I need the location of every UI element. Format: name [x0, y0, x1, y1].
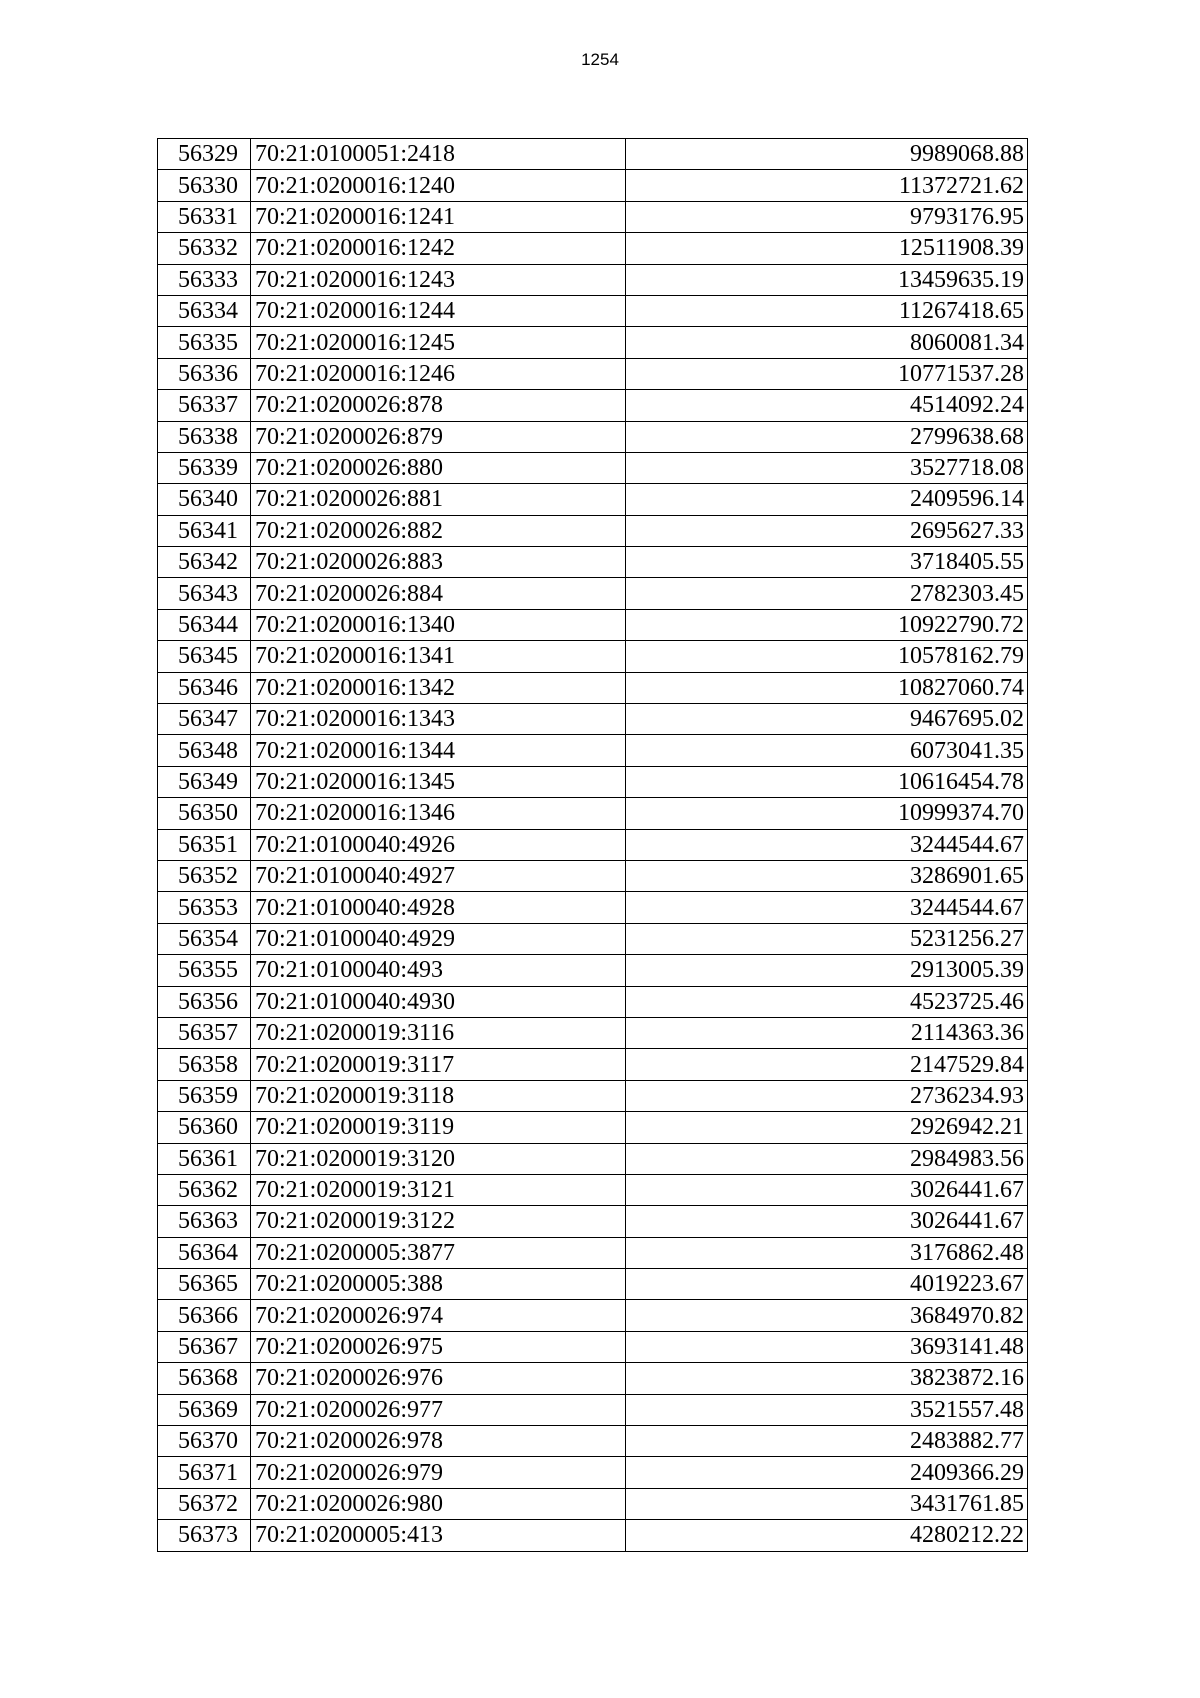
row-number-cell: 56339 — [158, 452, 251, 483]
table-row — [158, 766, 1028, 797]
table-row — [158, 1017, 1028, 1048]
cadastral-number-cell: 70:21:0200026:978 — [251, 1426, 626, 1457]
table-row — [158, 1520, 1028, 1551]
row-number-cell: 56337 — [158, 390, 251, 421]
value-cell: 2409596.14 — [626, 484, 1028, 515]
table-row — [158, 547, 1028, 578]
value-cell: 3718405.55 — [626, 547, 1028, 578]
row-number-cell: 56348 — [158, 735, 251, 766]
row-number-cell: 56367 — [158, 1331, 251, 1362]
table-row — [158, 452, 1028, 483]
value-cell: 10922790.72 — [626, 609, 1028, 640]
cadastral-number-cell: 70:21:0200026:884 — [251, 578, 626, 609]
row-number-cell: 56333 — [158, 264, 251, 295]
table-row — [158, 798, 1028, 829]
cadastral-number-cell: 70:21:0200005:3877 — [251, 1237, 626, 1268]
row-number-cell: 56346 — [158, 672, 251, 703]
row-number-cell: 56338 — [158, 421, 251, 452]
cadastral-number-cell: 70:21:0200005:388 — [251, 1269, 626, 1300]
value-cell: 10827060.74 — [626, 672, 1028, 703]
table-row — [158, 1300, 1028, 1331]
table-row — [158, 1112, 1028, 1143]
table-row — [158, 955, 1028, 986]
value-cell: 3431761.85 — [626, 1488, 1028, 1519]
row-number-cell: 56360 — [158, 1112, 251, 1143]
value-cell: 2984983.56 — [626, 1143, 1028, 1174]
table-row — [158, 233, 1028, 264]
cadastral-number-cell: 70:21:0200005:413 — [251, 1520, 626, 1551]
value-cell: 10999374.70 — [626, 798, 1028, 829]
table-row — [158, 1426, 1028, 1457]
value-cell: 3026441.67 — [626, 1206, 1028, 1237]
row-number-cell: 56371 — [158, 1457, 251, 1488]
cadastral-number-cell: 70:21:0200016:1344 — [251, 735, 626, 766]
cadastral-number-cell: 70:21:0200026:974 — [251, 1300, 626, 1331]
table-row — [158, 672, 1028, 703]
row-number-cell: 56340 — [158, 484, 251, 515]
value-cell: 2913005.39 — [626, 955, 1028, 986]
cadastral-number-cell: 70:21:0200026:980 — [251, 1488, 626, 1519]
cadastral-number-cell: 70:21:0200019:3117 — [251, 1049, 626, 1080]
table-row — [158, 609, 1028, 640]
value-cell: 3176862.48 — [626, 1237, 1028, 1268]
value-cell: 2147529.84 — [626, 1049, 1028, 1080]
cadastral-number-cell: 70:21:0200019:3120 — [251, 1143, 626, 1174]
value-cell: 4019223.67 — [626, 1269, 1028, 1300]
row-number-cell: 56344 — [158, 609, 251, 640]
value-cell: 2926942.21 — [626, 1112, 1028, 1143]
table-row — [158, 1269, 1028, 1300]
row-number-cell: 56341 — [158, 515, 251, 546]
row-number-cell: 56331 — [158, 201, 251, 232]
table-row — [158, 484, 1028, 515]
value-cell: 3527718.08 — [626, 452, 1028, 483]
cadastral-number-cell: 70:21:0100040:493 — [251, 955, 626, 986]
cadastral-number-cell: 70:21:0200016:1240 — [251, 170, 626, 201]
row-number-cell: 56350 — [158, 798, 251, 829]
table-body — [158, 139, 1028, 1552]
value-cell: 9989068.88 — [626, 139, 1028, 170]
table-row — [158, 1174, 1028, 1205]
cadastral-number-cell: 70:21:0200019:3121 — [251, 1174, 626, 1205]
table-row — [158, 1143, 1028, 1174]
cadastral-number-cell: 70:21:0100051:2418 — [251, 139, 626, 170]
table-row — [158, 923, 1028, 954]
value-cell: 2483882.77 — [626, 1426, 1028, 1457]
cadastral-number-cell: 70:21:0100040:4930 — [251, 986, 626, 1017]
cadastral-number-cell: 70:21:0100040:4927 — [251, 860, 626, 891]
cadastral-number-cell: 70:21:0200016:1342 — [251, 672, 626, 703]
value-cell: 3693141.48 — [626, 1331, 1028, 1362]
cadastral-number-cell: 70:21:0200026:975 — [251, 1331, 626, 1362]
cadastral-number-cell: 70:21:0200019:3118 — [251, 1080, 626, 1111]
row-number-cell: 56373 — [158, 1520, 251, 1551]
value-cell: 11267418.65 — [626, 295, 1028, 326]
row-number-cell: 56359 — [158, 1080, 251, 1111]
row-number-cell: 56364 — [158, 1237, 251, 1268]
row-number-cell: 56353 — [158, 892, 251, 923]
table-row — [158, 829, 1028, 860]
cadastral-number-cell: 70:21:0100040:4928 — [251, 892, 626, 923]
value-cell: 8060081.34 — [626, 327, 1028, 358]
value-cell: 6073041.35 — [626, 735, 1028, 766]
value-cell: 12511908.39 — [626, 233, 1028, 264]
row-number-cell: 56361 — [158, 1143, 251, 1174]
table-row — [158, 704, 1028, 735]
row-number-cell: 56352 — [158, 860, 251, 891]
row-number-cell: 56335 — [158, 327, 251, 358]
value-cell: 3823872.16 — [626, 1363, 1028, 1394]
row-number-cell: 56347 — [158, 704, 251, 735]
value-cell: 9467695.02 — [626, 704, 1028, 735]
value-cell: 2736234.93 — [626, 1080, 1028, 1111]
cadastral-number-cell: 70:21:0200026:977 — [251, 1394, 626, 1425]
table-row — [158, 641, 1028, 672]
table-row — [158, 327, 1028, 358]
value-cell: 3244544.67 — [626, 892, 1028, 923]
value-cell: 3244544.67 — [626, 829, 1028, 860]
value-cell: 2114363.36 — [626, 1017, 1028, 1048]
value-cell: 4280212.22 — [626, 1520, 1028, 1551]
cadastral-number-cell: 70:21:0200019:3119 — [251, 1112, 626, 1143]
row-number-cell: 56369 — [158, 1394, 251, 1425]
row-number-cell: 56372 — [158, 1488, 251, 1519]
cadastral-number-cell: 70:21:0200026:882 — [251, 515, 626, 546]
row-number-cell: 56343 — [158, 578, 251, 609]
value-cell: 11372721.62 — [626, 170, 1028, 201]
cadastral-number-cell: 70:21:0200016:1341 — [251, 641, 626, 672]
cadastral-number-cell: 70:21:0100040:4926 — [251, 829, 626, 860]
row-number-cell: 56363 — [158, 1206, 251, 1237]
table-row — [158, 295, 1028, 326]
row-number-cell: 56329 — [158, 139, 251, 170]
cadastral-number-cell: 70:21:0200026:883 — [251, 547, 626, 578]
value-cell: 2409366.29 — [626, 1457, 1028, 1488]
cadastral-number-cell: 70:21:0200026:878 — [251, 390, 626, 421]
cadastral-number-cell: 70:21:0200026:879 — [251, 421, 626, 452]
table-row — [158, 892, 1028, 923]
table-row — [158, 1049, 1028, 1080]
row-number-cell: 56366 — [158, 1300, 251, 1331]
table-row — [158, 201, 1028, 232]
cadastral-number-cell: 70:21:0100040:4929 — [251, 923, 626, 954]
cadastral-number-cell: 70:21:0200016:1340 — [251, 609, 626, 640]
table-row — [158, 578, 1028, 609]
cadastral-number-cell: 70:21:0200016:1246 — [251, 358, 626, 389]
cadastral-number-cell: 70:21:0200016:1345 — [251, 766, 626, 797]
table-row — [158, 1363, 1028, 1394]
value-cell: 3684970.82 — [626, 1300, 1028, 1331]
value-cell: 3026441.67 — [626, 1174, 1028, 1205]
table-row — [158, 1488, 1028, 1519]
row-number-cell: 56351 — [158, 829, 251, 860]
cadastral-number-cell: 70:21:0200026:979 — [251, 1457, 626, 1488]
table-row — [158, 986, 1028, 1017]
table-row — [158, 1331, 1028, 1362]
table-row — [158, 421, 1028, 452]
row-number-cell: 56365 — [158, 1269, 251, 1300]
table-row — [158, 358, 1028, 389]
cadastral-number-cell: 70:21:0200026:880 — [251, 452, 626, 483]
table-row — [158, 1394, 1028, 1425]
value-cell: 10771537.28 — [626, 358, 1028, 389]
cadastral-number-cell: 70:21:0200016:1241 — [251, 201, 626, 232]
cadastral-number-cell: 70:21:0200019:3122 — [251, 1206, 626, 1237]
value-cell: 10578162.79 — [626, 641, 1028, 672]
table-row — [158, 390, 1028, 421]
value-cell: 2782303.45 — [626, 578, 1028, 609]
row-number-cell: 56355 — [158, 955, 251, 986]
value-cell: 2695627.33 — [626, 515, 1028, 546]
row-number-cell: 56349 — [158, 766, 251, 797]
table-row — [158, 1237, 1028, 1268]
table-row — [158, 515, 1028, 546]
row-number-cell: 56370 — [158, 1426, 251, 1457]
value-cell: 3521557.48 — [626, 1394, 1028, 1425]
row-number-cell: 56332 — [158, 233, 251, 264]
cadastral-value-table — [157, 138, 1028, 1552]
row-number-cell: 56342 — [158, 547, 251, 578]
cadastral-number-cell: 70:21:0200016:1343 — [251, 704, 626, 735]
value-cell: 5231256.27 — [626, 923, 1028, 954]
value-cell: 3286901.65 — [626, 860, 1028, 891]
value-cell: 4523725.46 — [626, 986, 1028, 1017]
table-row — [158, 264, 1028, 295]
cadastral-number-cell: 70:21:0200026:976 — [251, 1363, 626, 1394]
row-number-cell: 56357 — [158, 1017, 251, 1048]
value-cell: 10616454.78 — [626, 766, 1028, 797]
row-number-cell: 56362 — [158, 1174, 251, 1205]
row-number-cell: 56334 — [158, 295, 251, 326]
table-row — [158, 860, 1028, 891]
row-number-cell: 56356 — [158, 986, 251, 1017]
table-row — [158, 170, 1028, 201]
cadastral-number-cell: 70:21:0200019:3116 — [251, 1017, 626, 1048]
cadastral-number-cell: 70:21:0200016:1242 — [251, 233, 626, 264]
cadastral-number-cell: 70:21:0200026:881 — [251, 484, 626, 515]
value-cell: 4514092.24 — [626, 390, 1028, 421]
row-number-cell: 56368 — [158, 1363, 251, 1394]
table-row — [158, 1206, 1028, 1237]
page-number: 1254 — [581, 50, 619, 69]
row-number-cell: 56358 — [158, 1049, 251, 1080]
table-row — [158, 1457, 1028, 1488]
cadastral-number-cell: 70:21:0200016:1243 — [251, 264, 626, 295]
row-number-cell: 56336 — [158, 358, 251, 389]
table-row — [158, 1080, 1028, 1111]
cadastral-number-cell: 70:21:0200016:1245 — [251, 327, 626, 358]
value-cell: 13459635.19 — [626, 264, 1028, 295]
value-cell: 2799638.68 — [626, 421, 1028, 452]
table-row — [158, 735, 1028, 766]
row-number-cell: 56354 — [158, 923, 251, 954]
cadastral-number-cell: 70:21:0200016:1346 — [251, 798, 626, 829]
table-row — [158, 139, 1028, 170]
value-cell: 9793176.95 — [626, 201, 1028, 232]
row-number-cell: 56330 — [158, 170, 251, 201]
cadastral-number-cell: 70:21:0200016:1244 — [251, 295, 626, 326]
row-number-cell: 56345 — [158, 641, 251, 672]
